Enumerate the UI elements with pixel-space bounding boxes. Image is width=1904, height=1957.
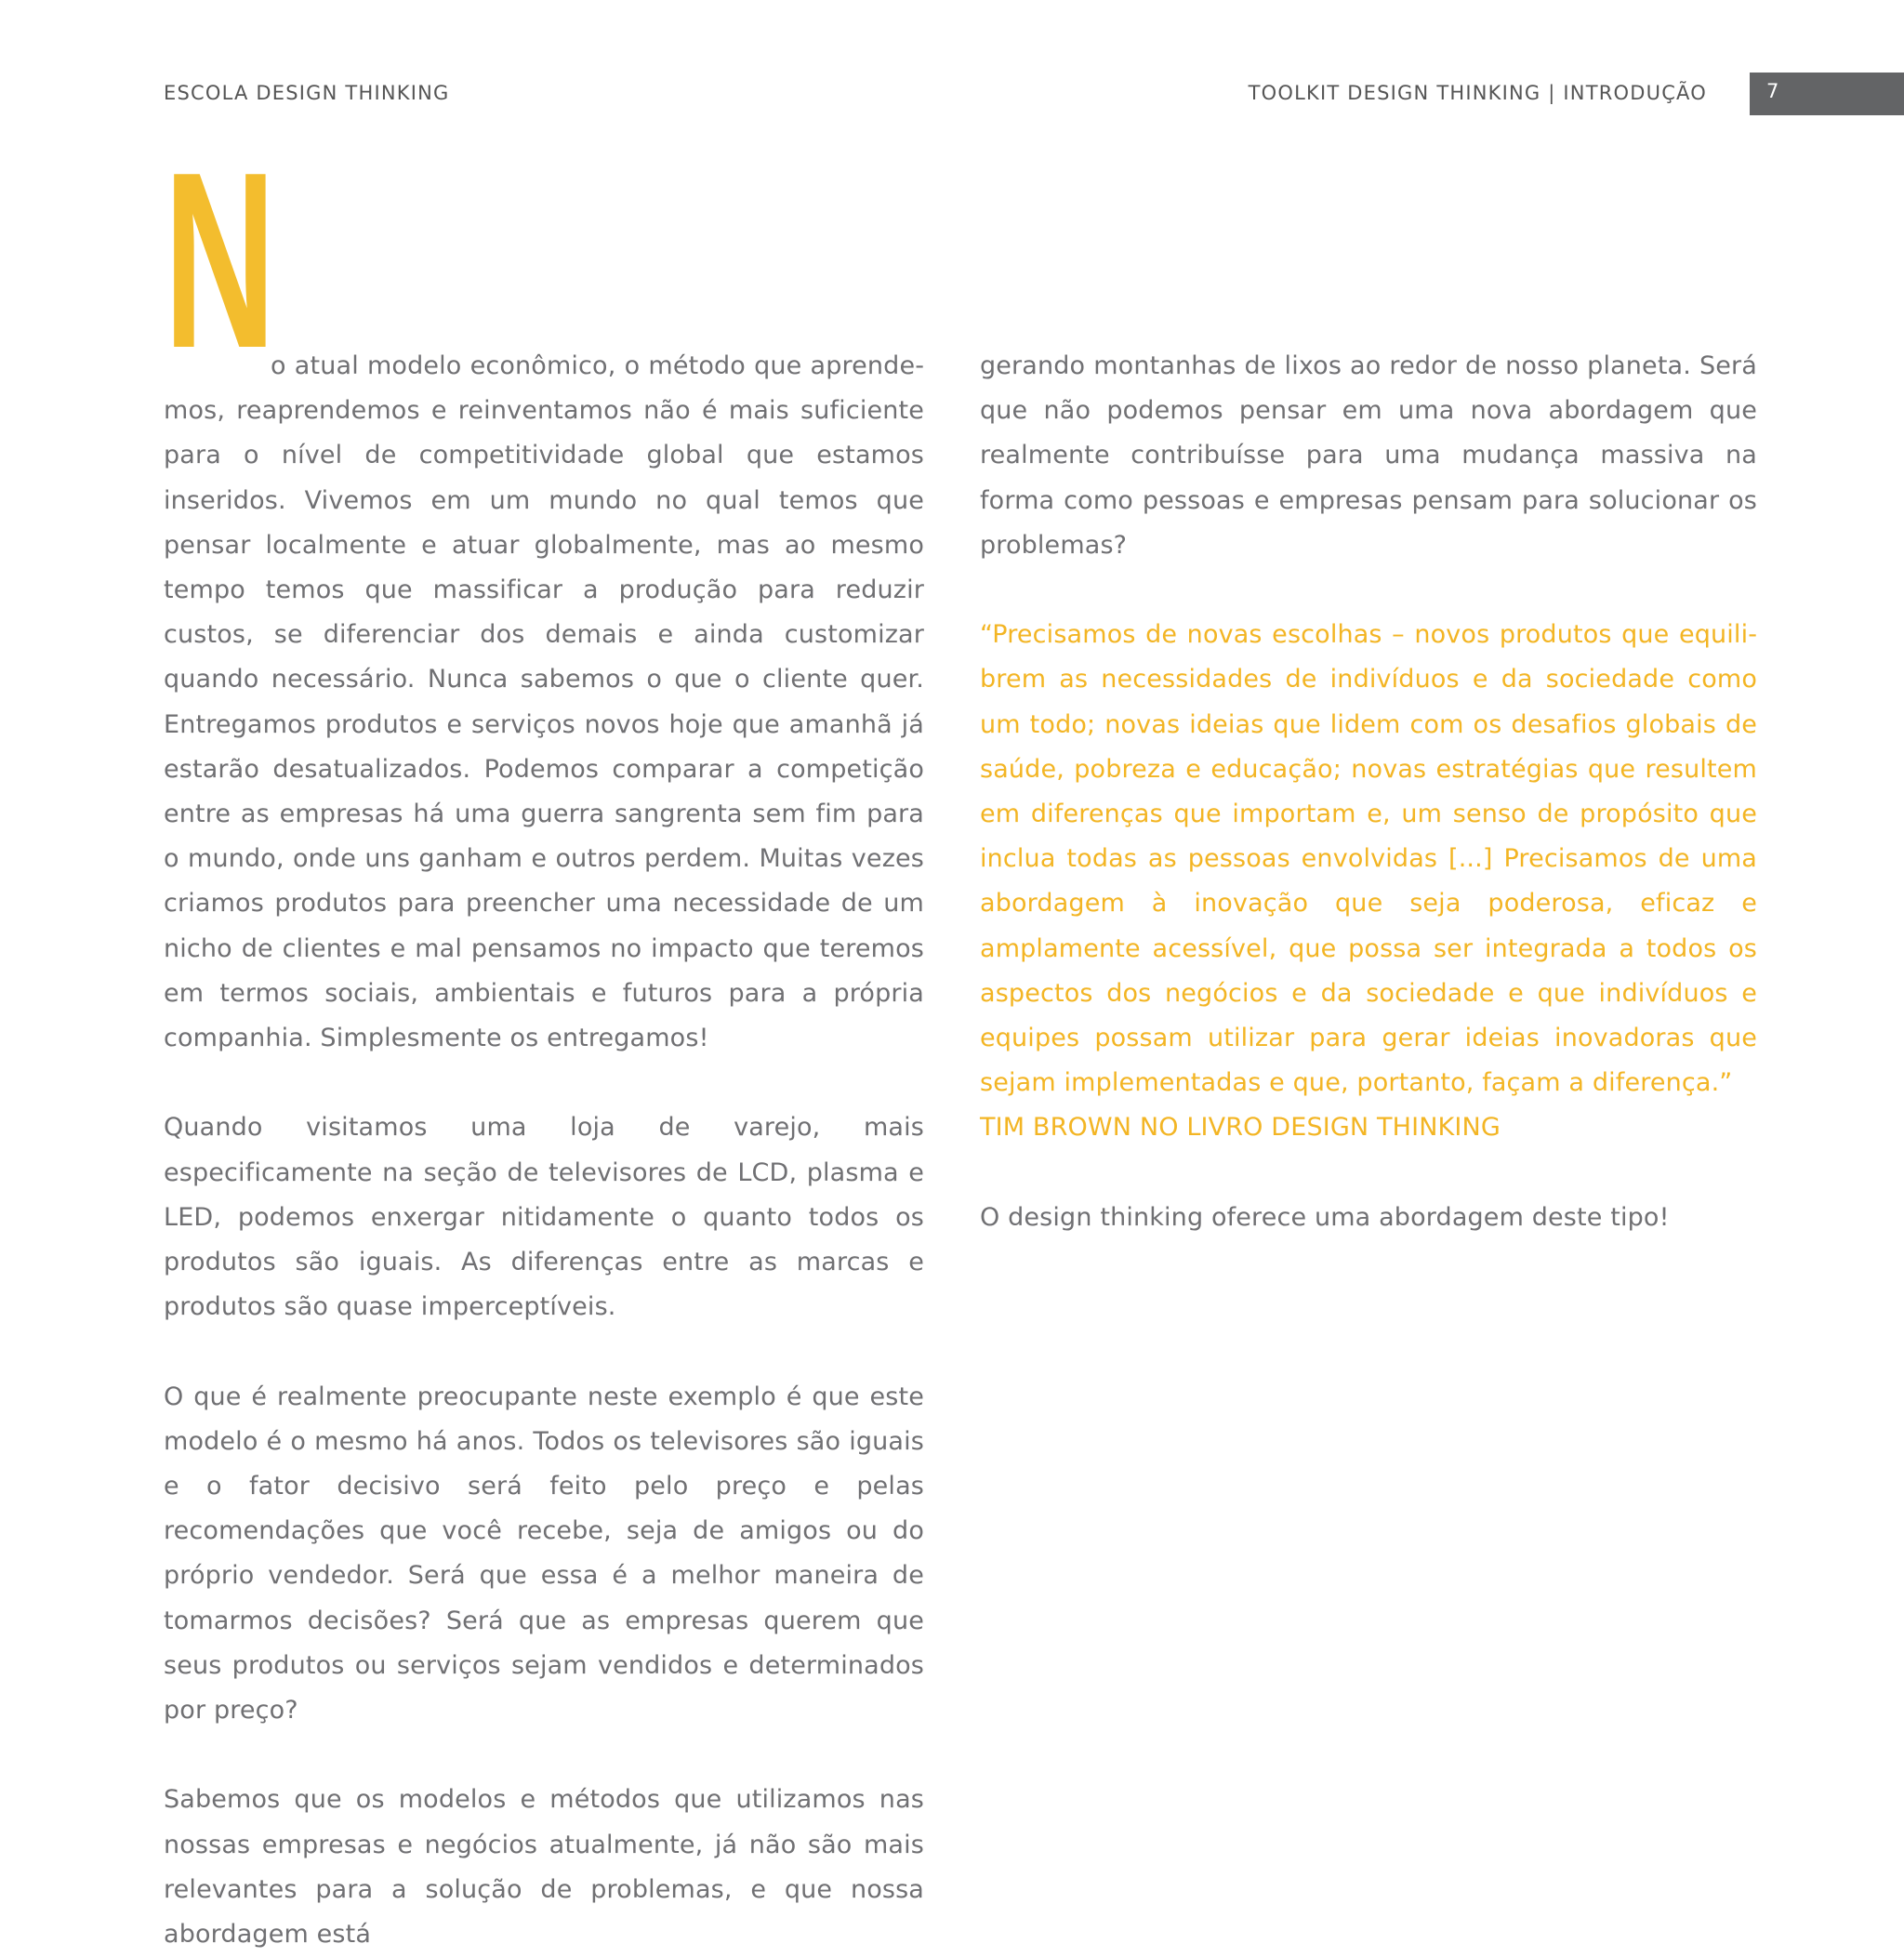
left-column	[164, 121, 924, 1957]
right-column	[980, 165, 1757, 1240]
pull-quote: “Precisamos de novas escolhas – novos produtos que equilibrem as necessidades de indivíduos e da sociedade como um todo; novas ideias que lidem com os desafios globais de saúde, pobreza e educação; novas estratégias que resultem em diferenças que importam e, um senso de propósito que inclua todas as pessoas envolvidas [...] Precisamos de uma abordagem à inovação que seja poderosa, eficaz e amplamente acessível, que possa ser integrada a todos os aspectos dos negócios e da sociedade e que indivíduos e equipes possam utilizar para gerar ideias inovadoras que sejam implementadas e que, portanto, façam a diferença.”	[980, 620, 1757, 1098]
publisher-title: ESCOLA DESIGN THINKING	[164, 82, 450, 104]
closing-paragraph: O design thinking oferece uma abordagem deste tipo!	[980, 1202, 1670, 1232]
page-number: 7	[1766, 80, 1779, 102]
section-title: TOOLKIT DESIGN THINKING | INTRODUÇÃO	[1248, 82, 1707, 104]
paragraph-3: O que é realmente preocupante neste exemplo é que este modelo é o mesmo há anos. Todos os televisores são iguais e o fator decisivo será feito pelo preço e pelas recomendações que você recebe, seja de amigos ou do próprio vendedor. Será que essa é a melhor maneira de tomarmos decisões? Será que as empresas querem que seus produtos ou serviços sejam vendidos e determinados por preço?	[164, 1382, 924, 1726]
paragraph-1: o atual modelo econômico, o método que aprendemos, reaprendemos e reinventamos não é mais suficiente para o nível de competitividade global que estamos inseridos. Vivemos em um mundo no qual temos que pensar localmente e atuar globalmente, mas ao mesmo tempo temos que massificar a produção para reduzir custos, se diferenciar dos demais e ainda customizar quando necessário. Nunca sabemos o que o cliente quer. Entregamos produtos e serviços novos hoje que amanhã já estarão desatualizados. Podemos comparar a competição entre as empresas há uma guerra sangrenta sem fim para o mundo, onde uns ganham e outros perdem. Muitas vezes criamos produtos para preencher uma necessidade de um nicho de clientes e mal pensamos no impacto que teremos em termos sociais, ambientais e futuros para a própria companhia. Simplesmente os entregamos!	[164, 351, 924, 1053]
page-number-tab	[1750, 73, 1904, 115]
continuation-paragraph: gerando montanhas de lixos ao redor de nosso planeta. Será que não podemos pensar em uma nova abordagem que realmente contribuísse para uma mudança massiva na forma como pessoas e empresas pensam para solucionar os problemas?	[980, 351, 1757, 560]
drop-cap: N	[164, 121, 276, 401]
paragraph-2: Quando visitamos uma loja de varejo, mais especificamente na seção de televisores de LCD, plasma e LED, podemos enxergar nitidamente o quanto todos os produtos são iguais. As diferenças entre as marcas e produtos são quase imperceptíveis.	[164, 1113, 924, 1322]
quote-attribution: TIM BROWN NO LIVRO DESIGN THINKING	[980, 1113, 1501, 1143]
drop-cap-area	[164, 121, 924, 401]
paragraph-4: Sabemos que os modelos e métodos que utilizamos nas nossas empresas e negócios atualmente, já não são mais relevantes para a solução de problemas, e que nossa abordagem está	[164, 1785, 924, 1950]
